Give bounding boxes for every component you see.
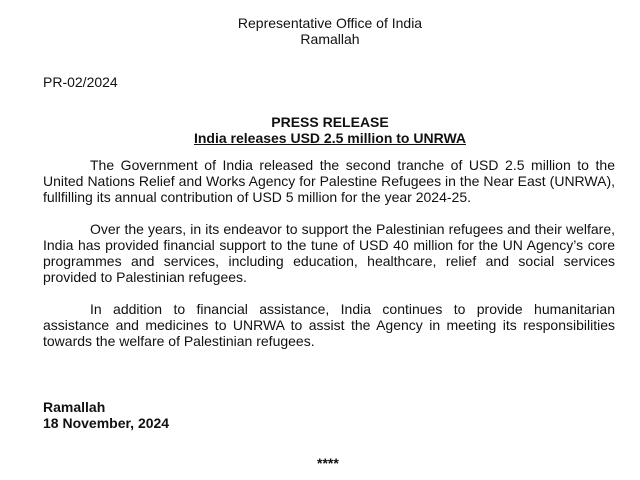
press-release-label: PRESS RELEASE <box>271 114 389 130</box>
office-city: Ramallah <box>300 31 360 47</box>
office-header <box>0 15 640 47</box>
body-paragraph-3: In addition to financial assistance, India continues to provide humanitarian assistance and medicines to UNRWA to assist the Agency in meeting its responsibilities towards the welfare of Palestinian refugees. <box>43 301 615 349</box>
end-marker: **** <box>317 455 339 471</box>
press-release-title: India releases USD 2.5 million to UNRWA <box>193 130 467 146</box>
signoff-place: Ramallah <box>43 399 106 415</box>
signoff-date: 18 November, 2024 <box>43 415 170 431</box>
press-release-heading-block <box>0 114 640 146</box>
reference-number: PR-02/2024 <box>43 74 118 90</box>
office-name: Representative Office of India <box>237 15 423 31</box>
body-paragraph-2: Over the years, in its endeavor to support the Palestinian refugees and their welfare, India has provided financial support to the tune of USD 40 million for the UN Agency’s core programmes and services, including education, healthcare, relief and social services provided to Palestinian refugees. <box>43 221 615 285</box>
signoff-block <box>43 399 169 431</box>
body-paragraph-1: The Government of India released the second tranche of USD 2.5 million to the United Nations Relief and Works Agency for Palestine Refugees in the Near East (UNRWA), fullfilling its annual contribution of USD 5 million for the year 2024-25. <box>43 157 615 205</box>
press-release-body <box>43 157 615 365</box>
